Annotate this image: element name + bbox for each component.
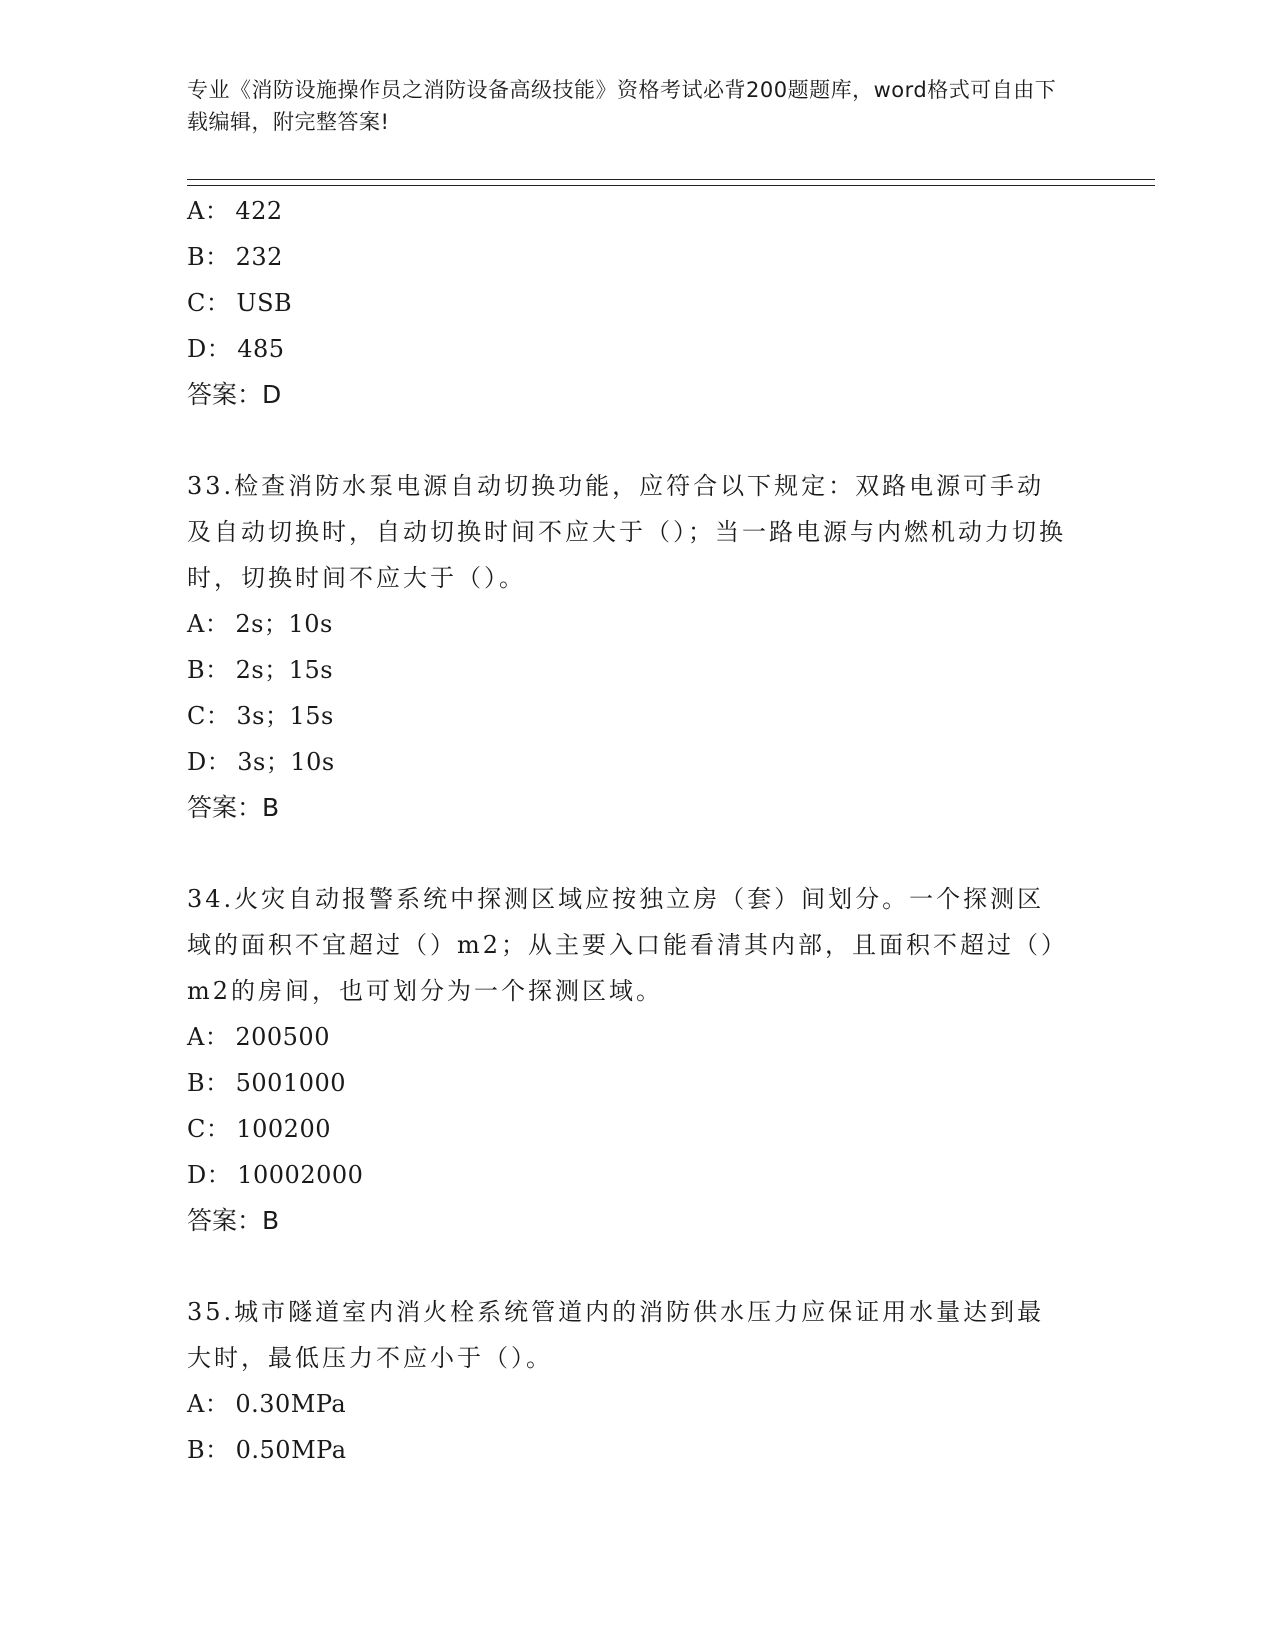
option-letter: D：	[187, 1161, 232, 1189]
option-row	[187, 188, 1087, 234]
question-text: 35.城市隧道室内消火栓系统管道内的消防供水压力应保证用水量达到最大时，最低压力不应小于（）。	[187, 1298, 1045, 1372]
option-text: 10002000	[237, 1161, 364, 1189]
option-row	[187, 693, 1087, 739]
question-block-32-tail	[187, 188, 1087, 418]
option-row	[187, 1106, 1087, 1152]
option-row	[187, 601, 1087, 647]
option-text: 485	[237, 335, 285, 363]
answer-value: D	[262, 380, 282, 409]
option-letter: B：	[187, 243, 230, 271]
header-rule-top	[187, 179, 1155, 180]
question-block-33	[187, 463, 1087, 831]
document-body	[187, 188, 1087, 1473]
answer-value: B	[262, 793, 280, 822]
option-letter: B：	[187, 1069, 230, 1097]
option-text: 2s；10s	[235, 610, 333, 638]
option-text: 232	[235, 243, 283, 271]
answer-label: 答案：	[187, 1206, 263, 1235]
question-block-35	[187, 1289, 1087, 1473]
option-text: 3s；15s	[236, 702, 334, 730]
option-text: 3s；10s	[237, 748, 335, 776]
option-letter: C：	[187, 702, 231, 730]
option-row	[187, 234, 1087, 280]
option-letter: A：	[187, 1023, 230, 1051]
option-letter: B：	[187, 656, 230, 684]
option-row	[187, 647, 1087, 693]
option-row	[187, 1152, 1087, 1198]
question-text: 33.检查消防水泵电源自动切换功能，应符合以下规定：双路电源可手动及自动切换时，自动切换时间不应大于（）；当一路电源与内燃机动力切换时，切换时间不应大于（）。	[187, 472, 1066, 592]
header-rule-bottom	[187, 185, 1155, 186]
option-row	[187, 280, 1087, 326]
option-row	[187, 1381, 1087, 1427]
option-text: 422	[235, 197, 283, 225]
option-row	[187, 326, 1087, 372]
option-text: 100200	[236, 1115, 331, 1143]
answer-line	[187, 372, 1087, 418]
option-text: 2s；15s	[235, 656, 334, 684]
option-row	[187, 1014, 1087, 1060]
answer-line	[187, 785, 1087, 831]
option-letter: A：	[187, 197, 230, 225]
answer-label: 答案：	[187, 380, 263, 409]
option-row	[187, 739, 1087, 785]
question-text: 34.火灾自动报警系统中探测区域应按独立房（套）间划分。一个探测区域的面积不宜超过（）m2；从主要入口能看清其内部，且面积不超过（）m2的房间，也可划分为一个探测区域。	[187, 885, 1057, 1005]
option-text: 0.30MPa	[235, 1390, 347, 1418]
option-text: 0.50MPa	[235, 1436, 347, 1464]
option-row	[187, 1427, 1087, 1473]
document-header: 专业《消防设施操作员之消防设备高级技能》资格考试必背200题题库，word格式可自由下载编辑，附完整答案!	[187, 78, 1057, 134]
option-letter: D：	[187, 748, 232, 776]
answer-value: B	[262, 1206, 280, 1235]
option-text: 200500	[235, 1023, 330, 1051]
answer-line	[187, 1198, 1087, 1244]
option-letter: A：	[187, 1390, 230, 1418]
option-letter: C：	[187, 1115, 231, 1143]
option-letter: C：	[187, 289, 231, 317]
option-letter: A：	[187, 610, 230, 638]
option-row	[187, 1060, 1087, 1106]
option-text: 5001000	[235, 1069, 347, 1097]
option-text: USB	[236, 289, 293, 317]
question-block-34	[187, 876, 1087, 1244]
answer-label: 答案：	[187, 793, 263, 822]
option-letter: D：	[187, 335, 232, 363]
option-letter: B：	[187, 1436, 230, 1464]
